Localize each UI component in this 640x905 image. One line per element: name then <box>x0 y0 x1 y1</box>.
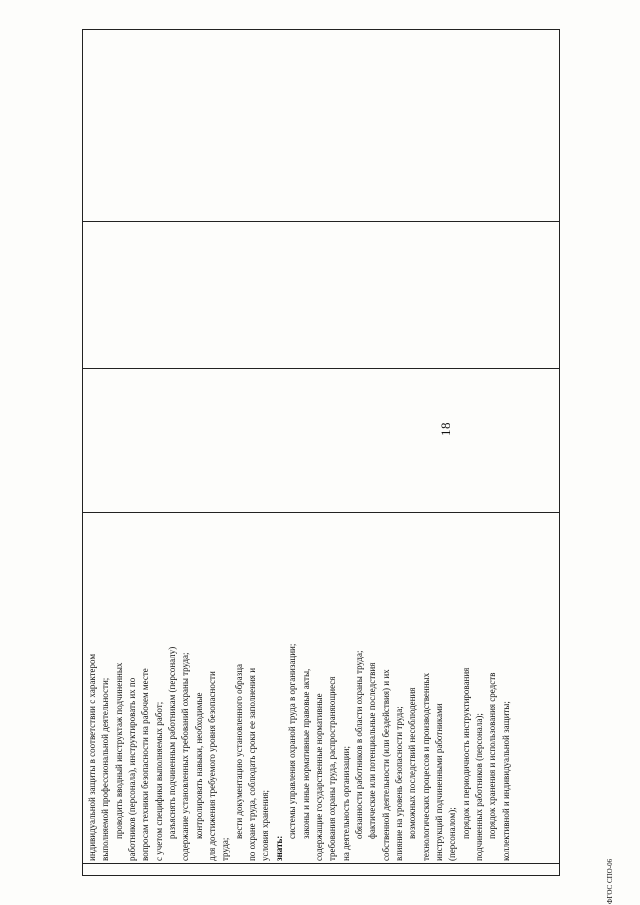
empty-cell <box>83 369 560 513</box>
content-line: порядок хранения и использования средств <box>487 672 498 839</box>
content-line: работников (персонала), инструктировать их по <box>127 677 138 861</box>
content-line: проводить вводный инструктаж подчиненных <box>113 662 124 839</box>
content-line: порядок и периодичность инструктирования <box>460 667 471 839</box>
content-line: технологических процессов и производственных <box>420 672 431 861</box>
content-line: обязанности работников в области охраны труда; <box>353 650 364 839</box>
content-line: выполняемой профессиональной деятельности; <box>100 677 111 861</box>
content-line: системы управления охраной труда в организации; <box>287 643 298 839</box>
content-line: вести документацию установленного образца <box>233 663 244 839</box>
page-number: 18 <box>438 422 453 436</box>
content-line: знать: <box>273 835 284 861</box>
table-row <box>83 30 560 876</box>
index-cell <box>83 864 560 876</box>
content-line: фактические или потенциальные последствия <box>367 662 378 839</box>
content-line: влияние на уровень безопасности труда; <box>393 706 404 861</box>
content-line: требования охраны труда, распространяющиеся <box>327 676 338 861</box>
empty-cell <box>83 222 560 369</box>
content-line: возможных последствий несоблюдения <box>407 687 418 839</box>
content-line: с учетом специфики выполняемых работ; <box>153 701 164 861</box>
content-line: содержащие государственные нормативные <box>313 693 324 861</box>
content-line: на деятельность организации; <box>340 746 351 861</box>
content-line: собственной деятельности (или бездействия) и их <box>380 669 391 861</box>
content-line: (персоналом); <box>447 807 458 861</box>
requirements-table-wrapper <box>82 34 560 876</box>
empty-cell <box>83 30 560 222</box>
content-line: индивидуальной защиты в соответствии с характером <box>87 653 97 861</box>
content-line: по охране труда, соблюдать сроки ее заполнения и <box>247 667 258 861</box>
content-cell <box>83 513 560 864</box>
content-text <box>83 513 513 863</box>
content-line: содержание установленных требований охраны труда; <box>180 652 191 861</box>
requirements-table <box>82 29 560 876</box>
content-line: инструкций подчиненными работниками <box>433 703 444 861</box>
content-line: условия хранения; <box>260 789 271 861</box>
content-line: контролировать навыки, необходимые <box>193 692 204 839</box>
footer-label: ФГОС СПО-06 <box>606 858 614 904</box>
content-line: коллективной и индивидуальной защиты; <box>500 701 511 861</box>
content-line: разъяснять подчиненным работникам (персоналу) <box>167 646 178 839</box>
content-line: для достижения требуемого уровня безопасности <box>207 671 218 861</box>
content-line: вопросам техники безопасности на рабочем месте <box>140 668 151 861</box>
content-line: подчиненных работников (персонала); <box>473 713 484 861</box>
content-line: законы и иные нормативные правовые акты, <box>300 668 311 839</box>
content-line: труда; <box>220 837 231 861</box>
